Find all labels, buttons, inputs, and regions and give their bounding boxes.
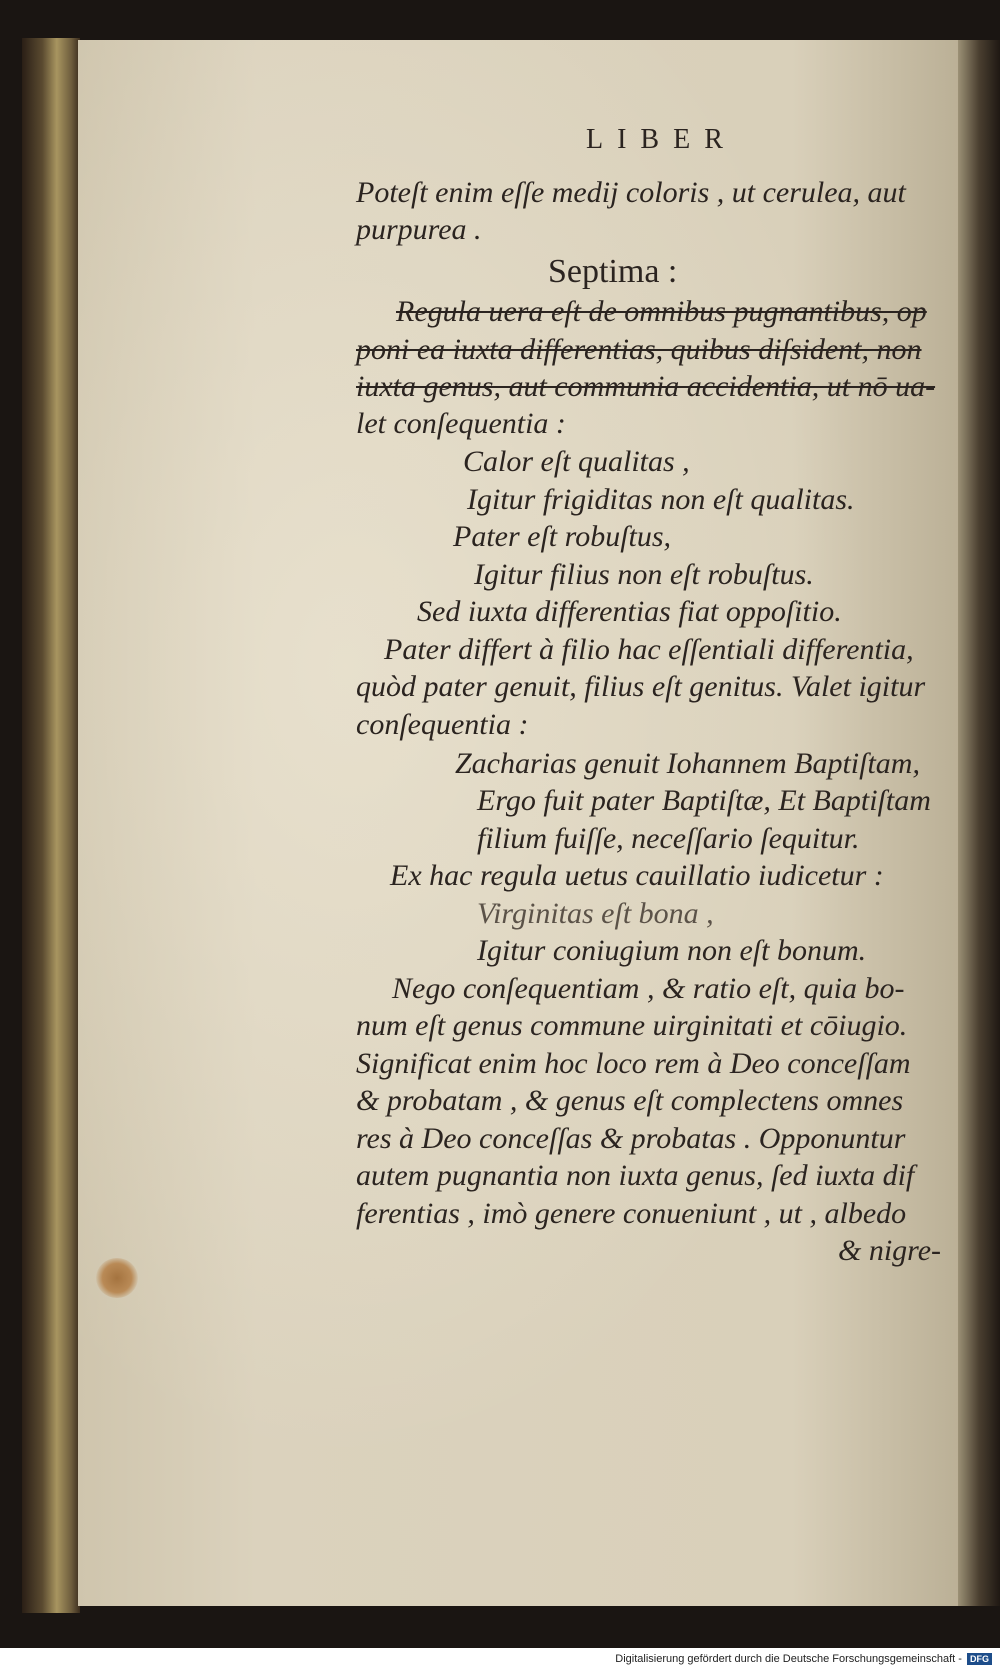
- text-line: Virginitas eſt bona ,: [477, 897, 714, 930]
- section-heading: Septima :: [548, 253, 678, 290]
- text-line: Poteſt enim eſſe medij coloris , ut cerulea, aut: [356, 176, 906, 209]
- text-line: & nigre-: [838, 1234, 942, 1267]
- text-line: purpurea .: [356, 213, 482, 246]
- text-line: Nego conſequentiam , & ratio eſt, quia bo-: [392, 972, 905, 1005]
- dfg-logo: DFG: [967, 1653, 992, 1665]
- text-line: iuxta genus, aut communia accidentia, ut nō ua-: [356, 370, 936, 403]
- text-line: let conſequentia :: [356, 407, 566, 440]
- footer-text: Digitalisierung gefördert durch die Deutsche Forschungsgemeinschaft -: [615, 1653, 962, 1665]
- text-line: res à Deo conceſſas & probatas . Opponuntur: [356, 1122, 906, 1155]
- text-line: ferentias , imò genere conueniunt , ut , albedo: [356, 1197, 907, 1230]
- book-cover-edge: [22, 38, 80, 1613]
- text-line: quòd pater genuit, filius eſt genitus. Valet igitur: [356, 670, 926, 703]
- text-line: filium fuiſſe, neceſſario ſequitur.: [477, 822, 860, 855]
- text-line: Pater eſt robuſtus,: [453, 520, 672, 553]
- text-line: Igitur filius non eſt robuſtus.: [474, 558, 814, 591]
- text-line: Significat enim hoc loco rem à Deo conceſſam: [356, 1047, 911, 1080]
- text-line: poni ea iuxta differentias, quibus diſsident, non: [356, 333, 922, 366]
- page-stain: [96, 1258, 138, 1298]
- text-line: conſequentia :: [356, 708, 529, 741]
- text-line: Igitur coniugium non eſt bonum.: [477, 934, 867, 967]
- text-line: num eſt genus commune uirginitati et cōiugio.: [356, 1009, 908, 1042]
- text-line: Regula uera eſt de omnibus pugnantibus, op: [396, 295, 927, 328]
- text-line: & probatam , & genus eſt complectens omnes: [356, 1084, 904, 1117]
- text-line: Ex hac regula uetus cauillatio iudicetur :: [390, 859, 884, 892]
- running-head: LIBER: [586, 124, 737, 155]
- text-line: Ergo fuit pater Baptiſtæ, Et Baptiſtam: [477, 784, 931, 817]
- text-line: Pater differt à filio hac eſſentiali differentia,: [384, 633, 914, 666]
- text-line: autem pugnantia non iuxta genus, ſed iuxta dif: [356, 1159, 915, 1192]
- text-line: Calor eſt qualitas ,: [463, 445, 690, 478]
- digitization-footer: [615, 1653, 992, 1665]
- text-line: Zacharias genuit Iohannem Baptiſtam,: [455, 747, 920, 780]
- text-line: Igitur frigiditas non eſt qualitas.: [467, 483, 855, 516]
- page-gutter-shadow: [958, 40, 1000, 1606]
- text-line: Sed iuxta differentias fiat oppoſitio.: [417, 595, 842, 628]
